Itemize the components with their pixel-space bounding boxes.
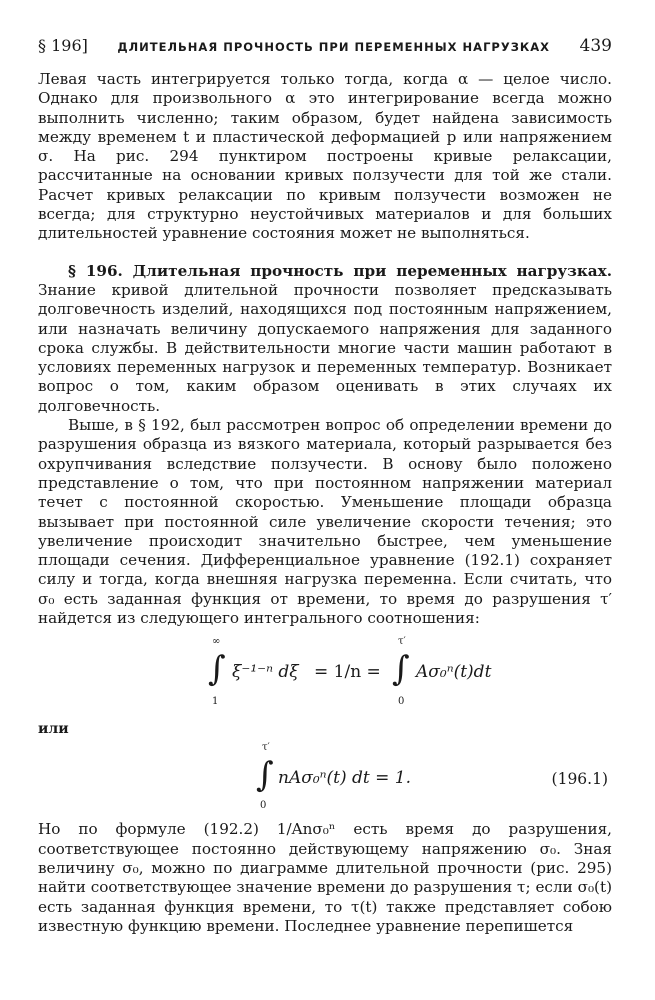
eq1-upper-limit-left: ∞ — [212, 636, 221, 648]
integral-sign: ∫ — [256, 755, 274, 796]
eq1-lower-limit-left: 1 — [212, 696, 219, 708]
running-header — [38, 36, 612, 64]
paragraph-formula-192-2: Но по формуле (192.2) 1/Anσ₀ⁿ есть время до разрушения, соответствующее постоянно действующему напряжению σ₀. Зная величину σ₀, можно по диаграмме длительной прочности (рис. 295) найти соответствующее значение времени до разрушения τ; если σ₀(t) есть заданная функция времени, то τ(t) также представляет собою известную функцию времени. Последнее уравнение перепишется — [38, 820, 612, 935]
header-section-ref: § 196] — [38, 36, 88, 55]
section-intro-text: Знание кривой длительной прочности позволяет предсказывать долговечность изделий, находящихся под постоянным напряжением, или назначать величину допускаемого напряжения для заданного срока службы. В действительности многие части машин работают в условиях переменных нагрузок и переменных температур. Возникает вопрос о том, каким образом оценивать в этих случаях их долговечность. — [38, 280, 612, 415]
equation-number: (196.1) — [551, 770, 608, 789]
eq1-right-integrand: Aσ₀ⁿ(t)dt — [416, 662, 492, 683]
header-running-title: ДЛИТЕЛЬНАЯ ПРОЧНОСТЬ ПРИ ПЕРЕМЕННЫХ НАГРУЗКАХ — [117, 40, 551, 54]
book-page — [38, 36, 612, 936]
section-heading: § 196. Длительная прочность при переменных нагрузках. — [68, 261, 612, 280]
or-word: или — [38, 721, 69, 738]
paragraph-relaxation: Левая часть интегрируется только тогда, когда α — целое число. Однако для произвольного α это интегрирование всегда можно выполнить численно; таким образом, будет найдена зависимость между временем t и пластической деформацией p или напряжением σ. На рис. 294 пунктиром построены кривые релаксации, рассчитанные на основании кривых ползучести для той же стали. Расчет кривых релаксации по кривым ползучести возможен не всегда; для структурно неустойчивых материалов и для больших длительностей уравнение состояния может не выполняться. — [38, 70, 612, 243]
eq1-lower-limit-right: 0 — [398, 696, 405, 708]
eq1-middle: = 1/n = — [314, 662, 381, 683]
equation-integral-relation — [38, 634, 612, 720]
equation-196-1 — [38, 742, 612, 814]
paragraph-rupture-time: Выше, в § 192, был рассмотрен вопрос об определении времени до разрушения образца из вязкого материала, который разрывается без охрупчивания вследствие ползучести. В основу было положено представление о том, что при постоянном напряжении материал течет с постоянной скоростью. Уменьшение площади образца вызывает при постоянной силе увеличение скорости течения; это увеличение происходит значительно быстрее, чем уменьшение площади сечения. Дифференциальное уравнение (192.1) сохраняет силу и тогда, когда внешняя нагрузка переменна. Если считать, что σ₀ есть заданная функция от времени, то время до разрушения τ′ найдется из следующего интегрального соотношения: — [38, 416, 612, 628]
page-number: 439 — [579, 36, 612, 56]
eq2-upper-limit: τ′ — [262, 742, 270, 754]
eq1-left-integrand: ξ⁻¹⁻ⁿ dξ — [232, 662, 299, 683]
eq1-upper-limit-right: τ′ — [398, 636, 406, 648]
integral-sign: ∫ — [392, 649, 410, 690]
eq2-lower-limit: 0 — [260, 800, 267, 812]
eq2-integrand: nAσ₀ⁿ(t) dt = 1. — [278, 768, 412, 789]
integral-sign: ∫ — [208, 649, 226, 690]
section-196-paragraph — [38, 262, 612, 416]
